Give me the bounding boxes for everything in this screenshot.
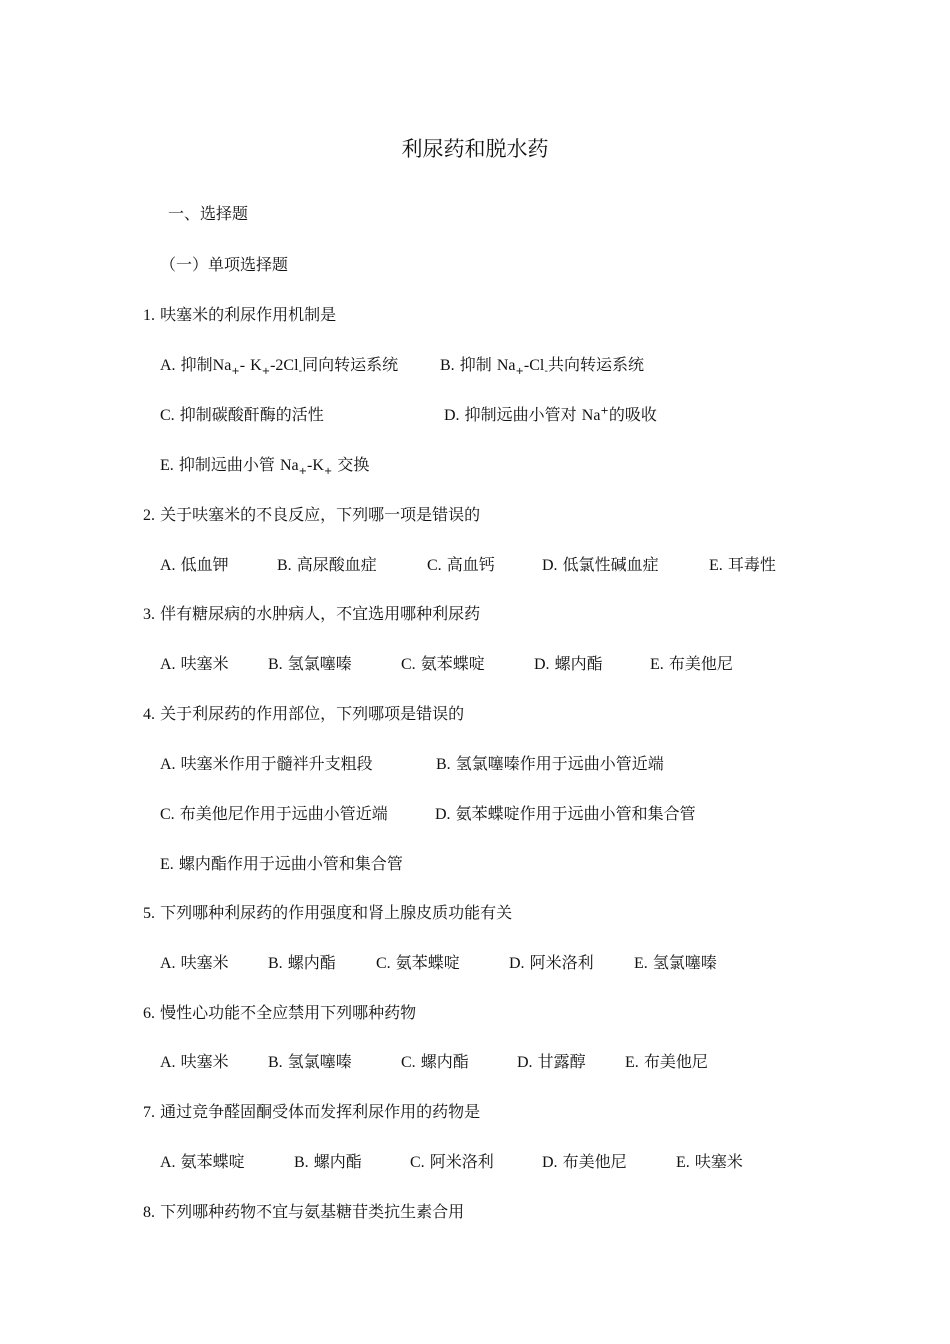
text-fragment: 螺内酯 [287,953,336,972]
text-fragment: - [544,366,548,378]
option-label: A. [160,357,176,374]
text-fragment: + [298,466,308,478]
text-fragment: E. [160,856,174,873]
question-text: 下列哪种药物不宜与氨基糖苷类抗生素合用 [160,1202,465,1221]
text-fragment: Na [496,357,516,374]
question-4-option-e [160,853,403,876]
text-fragment: B. [294,1154,309,1171]
option-e [634,952,717,975]
option-b [268,653,352,676]
text-fragment: 抑制远曲小管对 [464,405,577,424]
option-b [268,952,336,975]
question-number: 8. [143,1204,155,1221]
option-a [160,354,398,377]
text-fragment: 氨苯蝶啶 [395,953,460,972]
text-fragment: 抑制 [459,355,492,374]
text-fragment: 的吸收 [608,405,657,424]
question-number: 3. [143,606,155,623]
option-a [160,1051,229,1074]
option-c [160,803,388,826]
text-fragment: + [515,366,524,378]
text-fragment: 螺内酯 [420,1052,469,1071]
option-b [277,554,377,577]
text-fragment: 抑制碳酸酐酶的活性 [179,405,324,424]
text-fragment: D. [509,955,525,972]
text-fragment: C. [410,1154,425,1171]
text-fragment: 氢氯噻嗪 [287,1052,352,1071]
question-text: 下列哪种利尿药的作用强度和肾上腺皮质功能有关 [160,903,513,922]
option-c [410,1151,494,1174]
text-fragment: 布美他尼 [562,1152,627,1171]
option-a [160,653,229,676]
text-fragment: D. [534,656,550,673]
text-fragment: Na [279,457,299,474]
text-fragment: B. [277,557,292,574]
text-fragment: - [298,366,303,378]
text-fragment: A. [160,656,176,673]
text-fragment: A. [160,1054,176,1071]
text-fragment: A. [160,557,176,574]
question-number: 1. [143,307,155,324]
option-d [509,952,594,975]
question-text: 关于呋塞米的不良反应，下列哪一项是错误的 [160,505,481,524]
option-b [268,1051,352,1074]
question-2 [143,504,480,527]
question-3 [143,603,480,626]
option-d [542,1151,627,1174]
text-fragment: + [323,466,333,478]
option-a [160,554,229,577]
text-fragment: B. [268,1054,283,1071]
text-fragment: 呋塞米 [180,1052,229,1071]
text-fragment: 抑制远曲小管 [178,455,275,474]
option-a [160,952,229,975]
option-label: E. [160,457,174,474]
text-fragment: B. [268,955,283,972]
text-fragment: 螺内酯作用于远曲小管和集合管 [178,854,403,873]
text-fragment: + [600,405,609,417]
option-d [542,554,659,577]
text-fragment: K [250,357,262,374]
question-1 [143,304,336,327]
question-text: 通过竞争醛固酮受体而发挥利尿作用的药物是 [160,1102,481,1121]
text-fragment: E. [676,1154,690,1171]
text-fragment: Na [212,357,232,374]
question-number: 6. [143,1005,155,1022]
text-fragment: 低血钾 [180,555,229,574]
text-fragment: 阿米洛利 [529,953,594,972]
text-fragment: A. [160,756,176,773]
text-fragment: 阿米洛利 [429,1152,494,1171]
text-fragment: 抑制 [180,355,213,374]
text-fragment: A. [160,1154,176,1171]
text-fragment: 同向转运系统 [302,355,399,374]
question-text: 慢性心功能不全应禁用下列哪种药物 [160,1003,417,1022]
text-fragment: 氢氯噻嗪作用于远曲小管近端 [455,754,664,773]
question-text: 关于利尿药的作用部位，下列哪项是错误的 [160,704,465,723]
question-number: 2. [143,507,155,524]
text-fragment: 布美他尼 [668,654,733,673]
text-fragment: Na [581,407,601,424]
text-fragment: 氨苯蝶啶 [420,654,485,673]
text-fragment: 氨苯蝶啶 [180,1152,245,1171]
text-fragment: E. [634,955,648,972]
text-fragment: D. [435,806,451,823]
text-fragment: 交换 [337,455,370,474]
text-fragment: -Cl [523,357,545,374]
option-a [160,1151,245,1174]
text-fragment: 布美他尼 [643,1052,708,1071]
option-e [625,1051,708,1074]
question-number: 5. [143,905,155,922]
text-fragment: 布美他尼作用于远曲小管近端 [179,804,388,823]
text-fragment: 高尿酸血症 [296,555,377,574]
text-fragment: -K [307,457,324,474]
text-fragment: D. [542,1154,558,1171]
text-fragment: D. [542,557,558,574]
text-fragment: 螺内酯 [554,654,603,673]
question-number: 4. [143,706,155,723]
option-label: B. [440,357,455,374]
text-fragment: 耳毒性 [727,555,776,574]
option-c [376,952,460,975]
text-fragment: C. [401,1054,416,1071]
text-fragment: A. [160,955,176,972]
text-fragment: 低氯性碱血症 [562,555,659,574]
text-fragment: C. [401,656,416,673]
option-d [435,803,696,826]
option-e [650,653,733,676]
text-fragment: C. [427,557,442,574]
question-6 [143,1002,416,1025]
option-c [401,653,485,676]
text-fragment: 共向转运系统 [547,355,644,374]
text-fragment: 呋塞米 [180,953,229,972]
text-fragment: + [261,366,271,378]
option-b [436,753,664,776]
question-4 [143,703,464,726]
option-c [160,404,324,427]
option-b [294,1151,362,1174]
text-fragment: - [239,357,246,374]
question-number: 7. [143,1104,155,1121]
text-fragment: D. [517,1054,533,1071]
text-fragment: E. [709,557,723,574]
text-fragment: C. [160,806,175,823]
question-text: 伴有糖尿病的水肿病人，不宜选用哪种利尿药 [160,604,481,623]
option-d [444,404,657,427]
text-fragment: E. [625,1054,639,1071]
text-fragment: 氨苯蝶啶作用于远曲小管和集合管 [455,804,696,823]
option-b [440,354,644,377]
text-fragment: E. [650,656,664,673]
question-5 [143,902,512,925]
text-fragment: C. [376,955,391,972]
text-fragment: 氢氯噻嗪 [287,654,352,673]
question-7 [143,1101,480,1124]
subsection-heading: （一）单项选择题 [160,255,289,274]
text-fragment: 高血钙 [446,555,495,574]
option-c [401,1051,469,1074]
option-d [534,653,603,676]
text-fragment: 呋塞米 [180,654,229,673]
option-e [709,554,776,577]
option-label: C. [160,407,175,424]
option-a [160,753,373,776]
option-d [517,1051,586,1074]
page-title: 利尿药和脱水药 [401,137,549,161]
text-fragment: 氢氯噻嗪 [652,953,717,972]
text-fragment: 呋塞米 [694,1152,743,1171]
text-fragment: 甘露醇 [537,1052,586,1071]
option-label: D. [444,407,460,424]
text-fragment: -2Cl [270,357,299,374]
text-fragment: B. [268,656,283,673]
section-heading: 一、选择题 [168,204,249,223]
text-fragment: + [231,366,240,378]
question-text: 呋塞米的利尿作用机制是 [160,305,337,324]
text-fragment: 螺内酯 [313,1152,362,1171]
question-1-option-e [160,454,369,477]
text-fragment: B. [436,756,451,773]
text-fragment: 呋塞米作用于髓袢升支粗段 [180,754,373,773]
option-e [676,1151,743,1174]
question-8 [143,1201,464,1224]
option-c [427,554,495,577]
